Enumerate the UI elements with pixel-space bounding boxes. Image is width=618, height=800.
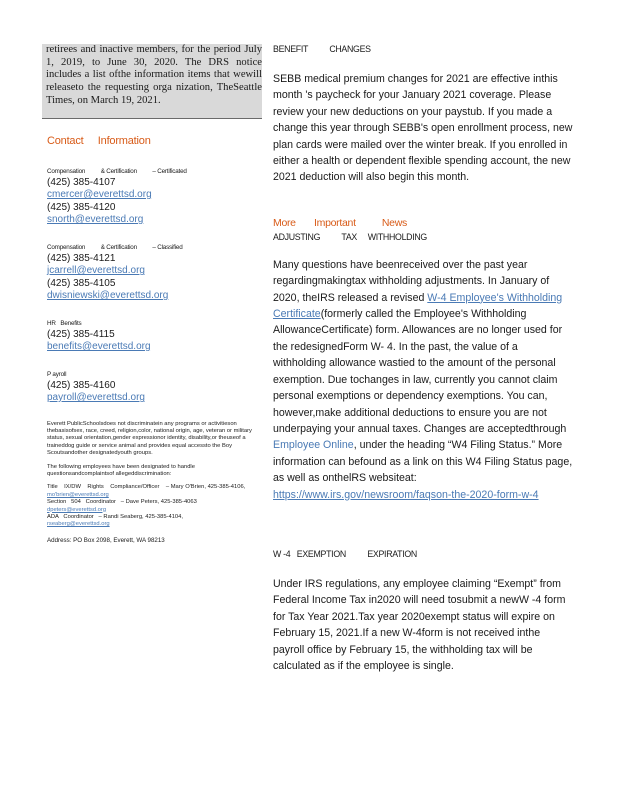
retirees-text: retirees and inactive members, for the period July 1, 2019, to June 30, 2020. The DRS notice includes a list ofthe information items that wewill releaseto the requesting orga nization, TheSeattle Times, on March 19, 2021. bbox=[46, 44, 262, 106]
contact-email-link[interactable]: snorth@everettsd.org bbox=[47, 214, 144, 226]
contact-block bbox=[47, 370, 262, 405]
w4-exemption-heading: W -4 EXEMPTION EXPIRATION bbox=[273, 548, 417, 559]
adjusting-withholding-heading: ADJUSTING TAX WITHHOLDING bbox=[273, 231, 427, 242]
left-column bbox=[42, 44, 262, 544]
nondiscrimination-notice bbox=[47, 421, 262, 529]
mailing-address: Address: PO Box 2098, Everett, WA 98213 bbox=[47, 536, 165, 544]
paragraph-text: (formerly called the Employee's Withholding AllowanceCertificate) form. Allowances are no longer used for the redesignedForm W- 4. In the past, the value of a withholding allowance wastied to the amount of the personal exemption. Due tochanges in law, currently you cannot claim personal exemptions or dependency exemptions. You can, however,make additional deductions to ensure you are not underpaying your annual taxes. Changes are acceptedthrough bbox=[273, 308, 567, 435]
contact-email-link[interactable]: payroll@everettsd.org bbox=[47, 392, 145, 404]
contact-phone: (425) 385-4115 bbox=[47, 328, 115, 340]
irs-faq-link[interactable]: https://www.irs.gov/newsroom/faqson-the-2020-form-w-4 bbox=[273, 488, 539, 501]
contact-email-link[interactable]: dwisniewski@everettsd.org bbox=[47, 290, 169, 302]
contact-email-link[interactable]: cmercer@everettsd.org bbox=[47, 189, 152, 201]
contact-phone: (425) 385-4120 bbox=[47, 201, 116, 213]
paragraph-text: , under the heading “W4 Filing Status.” More information can befound as a link on this W4 Filing Status page, as well as onthelRS websiteat: bbox=[273, 439, 573, 485]
contact-block bbox=[47, 319, 262, 354]
notice-paragraph bbox=[47, 464, 262, 479]
w4-certificate-link[interactable]: W-4 Employee's Withholding Certificate bbox=[273, 291, 563, 321]
right-column bbox=[273, 44, 573, 674]
contact-email-link[interactable]: jcarrell@everettsd.org bbox=[47, 265, 145, 277]
designee-text: ADA Coordinator – Randi Seaberg, 425-385-4104, bbox=[47, 513, 183, 520]
contact-title: P ayroll bbox=[47, 370, 67, 378]
benefit-changes-paragraph: SEBB medical premium changes for 2021 are effective inthis month 's paycheck for your January 2021 coverage. Please review your new deductions on your paystub. If you made a change this year through SEBB's open enrollment process, new plan cards were mailed over the winter break. If you enrolled in either a health or dependent flexible spending account, the new 2021 deduction will also begin this month. bbox=[273, 73, 573, 184]
adjusting-withholding-paragraph bbox=[273, 257, 573, 503]
contact-title: HR Benefits bbox=[47, 319, 82, 327]
designee-text: Title IX/DW Rights Compliance/Officer – Mary O'Brien, 425-385-4106, bbox=[47, 484, 247, 491]
paragraph-text: Many questions have beenreceived over the past year regardingmakingtax withholding adjustments. In January of 2020, theIRS released a revised bbox=[273, 258, 550, 304]
designee-email-link[interactable]: mo'brien@everettsd.org bbox=[47, 491, 109, 498]
contact-phone: (425) 385-4105 bbox=[47, 277, 116, 289]
w4-exemption-paragraph: Under IRS regulations, any employee claiming “Exempt” from Federal Income Tax in2020 will need tosubmit a newW -4 form for Tax Year 2021.Tax year 2020exempt status will expire on February 15, 2021.If a new W-4form is not received inthe payroll office by February 15, the withholding tax will be calculated as if the employee is single. bbox=[273, 577, 566, 672]
designee-email-link[interactable]: rseaberg@everettsd.org bbox=[47, 521, 110, 528]
contact-title: Compensation & Certification – Classified bbox=[47, 243, 183, 251]
contact-phone: (425) 385-4107 bbox=[47, 176, 116, 188]
notice-paragraph: Everett PublicSchoolsdoes not discriminatein any programs or activitieson thebasisofsex, race, creed, religion,color, national origin, age, veteran or military status, sexual orientation,gender expressionor identity, disability,or theuseof a traineddog guide or service animal and provides equal accessto the Boy Scoutsandother designatedyouth groups. bbox=[47, 420, 252, 457]
contact-block bbox=[47, 167, 262, 227]
notice-designees-intro: The following employees have been designated to handle questionsandcomplaintsof allegeddiscrimination: bbox=[47, 463, 195, 477]
contact-email-link[interactable]: benefits@everettsd.org bbox=[47, 341, 151, 353]
employee-online-link[interactable]: Employee Online bbox=[273, 439, 354, 452]
designee-line bbox=[47, 499, 262, 514]
contact-phone: (425) 385-4160 bbox=[47, 379, 116, 391]
more-news-heading: More Important News bbox=[273, 216, 407, 229]
designee-line bbox=[47, 484, 262, 499]
contact-title: Compensation & Certification – Certificated bbox=[47, 167, 187, 175]
contact-block bbox=[47, 243, 262, 303]
designee-email-link[interactable]: dpeters@everettsd.org bbox=[47, 506, 107, 513]
retirees-notice-box bbox=[42, 44, 262, 119]
designee-text: Section 504 Coordinator – Dave Peters, 425-385-4063 bbox=[47, 499, 197, 506]
contact-phone: (425) 385-4121 bbox=[47, 252, 116, 264]
benefit-changes-heading: BENEFIT CHANGES bbox=[273, 44, 371, 54]
contact-list bbox=[42, 167, 262, 405]
designee-line bbox=[47, 514, 262, 529]
contact-heading: Contact Information bbox=[47, 134, 151, 147]
